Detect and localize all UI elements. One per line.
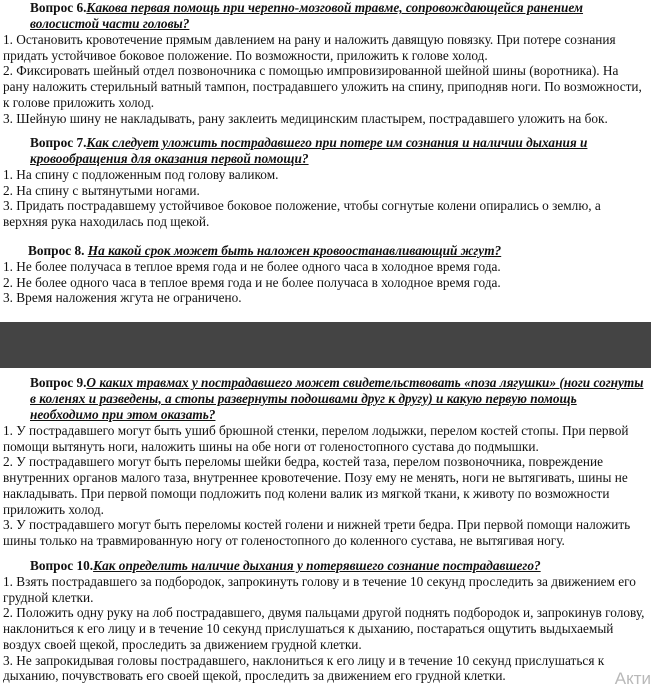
answer-option: 3. Шейную шину не накладывать, рану заклеить медицинским пластырем, пострадавшего уложить на бок. — [3, 110, 608, 126]
question-9 — [0, 375, 648, 549]
question-number: Вопрос 7. — [30, 135, 87, 150]
document-page-top — [0, 0, 651, 322]
answer-option: 2. У пострадавшего могут быть переломы шейки бедра, костей таза, перелом позвоночника, повреждение внутренних органов малого таза, внутреннее кровотечение. Позу ему не менять, ноги не вытягивать, шины не накладывать. При первой помощи подложить под колени валик из мягкой ткани, к животу по возможности приложить холод. — [3, 454, 628, 517]
answer-option: 1. Остановить кровотечение прямым давлением на рану и наложить давящую повязку. При потере сознания придать устойчивое боковое положение. По возможности, приложить к голове холод. — [3, 32, 616, 63]
question-text: На какой срок может быть наложен кровоостанавливающий жгут? — [87, 243, 502, 258]
answer-option: 2. Фиксировать шейный отдел позвоночника с помощью импровизированной шейной шины (воротника). На рану наложить стерильный ватный тампон, пострадавшего уложить на спину, приподняв ноги. По возможности, к голове приложить холод. — [3, 63, 642, 110]
question-text: Какова первая помощь при черепно-мозговой травме, сопровождающейся ранением волосистой части головы? — [30, 0, 584, 31]
question-heading — [0, 243, 648, 259]
question-number: Вопрос 6. — [30, 0, 87, 15]
question-heading — [0, 0, 648, 32]
question-text: О каких травмах у пострадавшего может свидетельствовать «поза лягушки» (ноги согнуты в коленях и разведены, а стопы развернуты подошвами друг к другу) и какую первую помощь необходимо при этом оказать? — [30, 375, 644, 422]
activation-watermark: Акти — [614, 669, 651, 688]
question-heading — [0, 135, 648, 167]
answer-option: 3. Время наложения жгута не ограничено. — [3, 290, 242, 306]
answer-option: 2. На спину с вытянутыми ногами. — [3, 182, 200, 198]
question-text: Как определить наличие дыхания у потерявшего сознание пострадавшего? — [93, 558, 541, 573]
question-number: Вопрос 10. — [30, 558, 94, 573]
answer-option: 3. Придать пострадавшему устойчивое боковое положение, чтобы согнутые колени опирались о землю, а верхняя рука находилась под щекой. — [3, 198, 601, 230]
answer-option: 1. У пострадавшего могут быть ушиб брюшной стенки, перелом лодыжки, перелом костей стопы. При первой помощи вытянуть ноги, наложить шины на обе ноги от голеностопного сустава до подмышки. — [3, 423, 629, 454]
answer-option: 3. У пострадавшего могут быть переломы костей голени и нижней трети бедра. При первой помощи наложить шины только на травмированную ногу от голеностопного до коленного сустава, не вытягивая ногу. — [3, 517, 631, 548]
page-gap — [0, 322, 651, 368]
answer-option: 3. Не запрокидывая головы пострадавшего, наклониться к его лицу и в течение 10 секунд прислушаться к дыханию, почувствовать его своей щекой, проследить за движением его грудной клетки. — [3, 652, 605, 684]
answer-option: 1. Взять пострадавшего за подбородок, запрокинуть голову и в течение 10 секунд проследить за движением его грудной клетки. — [3, 574, 636, 605]
answer-option: 1. На спину с подложенным под голову валиком. — [3, 167, 279, 182]
answer-option: 1. Не более получаса в теплое время года и не более одного часа в холодное время года. — [3, 259, 501, 274]
document-page-bottom — [0, 368, 651, 689]
question-heading — [0, 558, 648, 574]
question-8 — [0, 243, 648, 306]
question-number: Вопрос 8. — [28, 243, 88, 258]
question-text: Как следует уложить пострадавшего при потере им сознания и наличии дыхания и кровообращения для оказания первой помощи? — [30, 135, 588, 166]
question-6 — [0, 0, 648, 126]
question-10 — [0, 558, 648, 684]
question-7 — [0, 135, 648, 230]
answer-option: 2. Не более одного часа в теплое время года и не более получаса в холодное время года. — [3, 274, 501, 290]
question-heading — [0, 375, 648, 423]
question-number: Вопрос 9. — [30, 375, 87, 390]
answer-option: 2. Положить одну руку на лоб пострадавшего, двумя пальцами другой поднять подбородок и, запрокинув голову, наклониться к его лицу и в течение 10 секунд прислушаться к дыханию, постараться ощутить выдыхаемый воздух своей щекой, проследить за движением грудной клетки. — [3, 605, 645, 652]
